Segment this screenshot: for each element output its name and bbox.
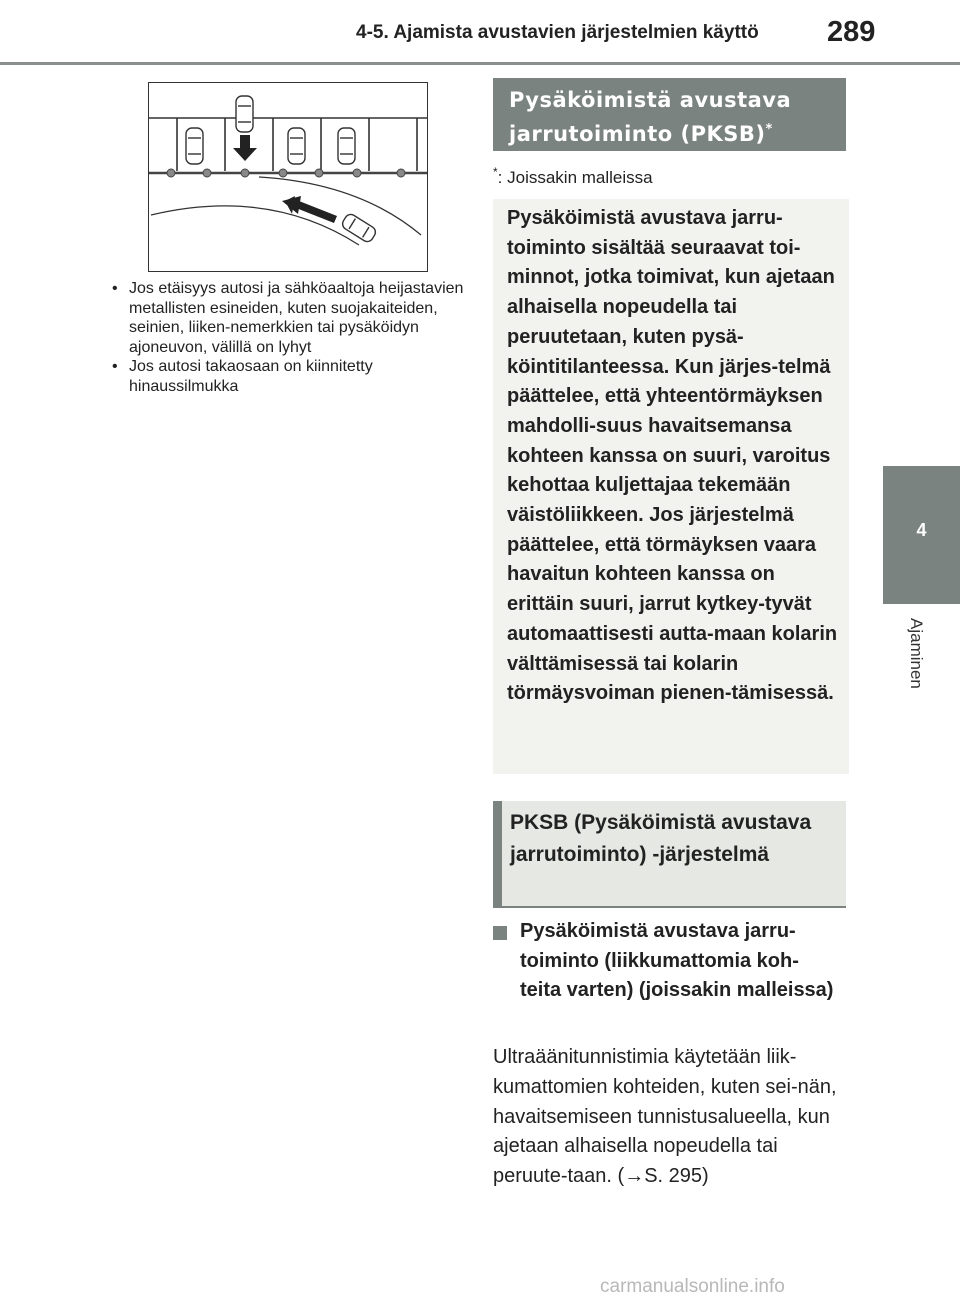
reversing-car-icon	[236, 96, 253, 132]
footnote	[493, 165, 653, 188]
moving-car-icon	[340, 212, 377, 244]
parking-illustration	[148, 82, 428, 272]
header-section-title: 4-5. Ajamista avustavien järjestelmien käyttö	[356, 22, 759, 43]
direction-arrow-icon	[282, 196, 337, 223]
parked-car-icon	[186, 128, 203, 164]
section-heading-pksb-system: PKSB (Pysäköimistä avustava jarrutoiminto) -järjestelmä	[493, 801, 846, 908]
subheading: Pysäköimistä avustava jarru-toiminto (liikkumattomia koh-teita varten) (joissakin malleissa)	[520, 920, 834, 1001]
parked-car-icon	[288, 128, 305, 164]
asterisk-mark: *	[493, 165, 498, 179]
chapter-number: 4	[916, 520, 927, 540]
chapter-label: Ajaminen	[907, 618, 926, 689]
asterisk-mark: *	[765, 122, 773, 137]
intro-summary-box: Pysäköimistä avustava jarru-toiminto sisältää seuraavat toi-minnot, jotka toimivat, kun ajetaan alhaisella nopeudella tai peruutetaan, kuten pysä-köintitilanteessa. Kun järjes-telmä päättelee, että yhteentörmäyksen mahdolli-suus havaitsemansa kohteen kanssa on suuri, varoitus kehottaa kuljettajaa tekemään väistöliikkeen. Jos järjestelmä päättelee, että törmäyksen vaara havaitun kohteen kanssa on erittäin suuri, jarrut kytkey-tyvät automaattisesti autta-maan kolarin välttämisessä tai kolarin törmäysvoiman pienen-tämisessä.	[493, 199, 849, 774]
header-divider	[0, 62, 960, 65]
square-bullet-icon	[493, 926, 507, 940]
list-item: • Jos etäisyys autosi ja sähköaaltoja heijastavien metallisten esineiden, kuten suojakaiteiden, seinien, liiken-nemerkkien tai pysäköidyn ajoneuvon, välillä on lyhyt	[112, 279, 470, 357]
section-heading-pksb	[493, 78, 846, 151]
list-item: • Jos autosi takaosaan on kiinnitetty hinaussilmukka	[112, 357, 470, 396]
page-number: 289	[827, 16, 876, 48]
watermark: carmanualsonline.info	[600, 1276, 785, 1297]
sensor-line	[149, 169, 427, 177]
body-paragraph: Ultraäänitunnistimia käytetään liik-kumattomien kohteiden, kuten sei-nän, havaitsemiseen tunnistusalueella, kun ajetaan alhaisella nopeudella tai peruute-taan. (→S. 295)	[493, 1046, 837, 1188]
section-heading-text: Pysäköimistä avustava jarrutoiminto (PKSB)	[509, 88, 792, 146]
road-curve	[151, 177, 421, 245]
parked-car-icon	[338, 128, 355, 164]
footnote-text: : Joissakin malleissa	[497, 168, 653, 187]
condition-bullet-list	[112, 279, 470, 396]
down-arrow-icon	[233, 135, 257, 161]
